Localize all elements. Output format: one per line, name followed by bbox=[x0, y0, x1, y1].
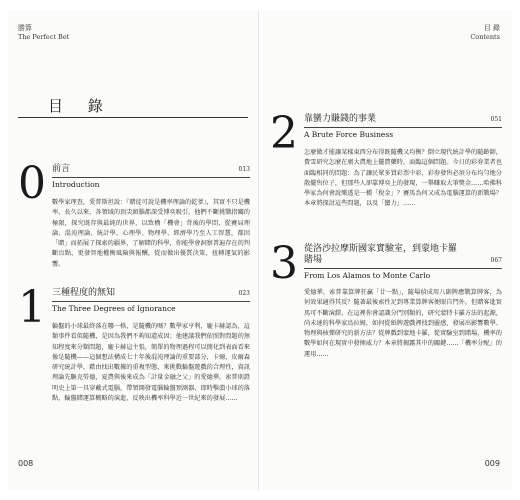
chapter-1[interactable] bbox=[18, 282, 250, 446]
chapter-page: 013 bbox=[238, 166, 250, 173]
chapter-title: 三種程度的無知 bbox=[52, 288, 116, 298]
chapter-page: 051 bbox=[490, 116, 502, 123]
chapter-summary: 數學家理查，愛普斯坦說：『賭徒可說是機率理論的乾爹』，其實不只是機率，長久以來，各領域的頂尖頭腦都深受博奕吸引，他們不斷挑戰指關的極限，探究既存與最純的世界，以致構「機會」背後的學問，從賽局理論、混沌理論、統計學、心理學、物理學、經濟學乃至人工智慧，都因「賭」而拓展了探索的疆界，了解賭的科學，你能學會洞察普遍存在的判斷盲點，更發智地權衡風險與報酬，從而做出優質決策，扭轉運氣的影響。 bbox=[52, 199, 250, 268]
page-number-left: 008 bbox=[18, 459, 34, 468]
chapter-2[interactable] bbox=[270, 108, 502, 240]
chapter-page: 067 bbox=[490, 257, 502, 264]
chapter-subtitle: From Los Alamos to Monte Carlo bbox=[304, 271, 431, 280]
running-header-right bbox=[470, 24, 500, 42]
running-header-left bbox=[18, 24, 69, 42]
header-title-cn: 目 錄 bbox=[483, 24, 500, 32]
chapter-page: 023 bbox=[238, 290, 250, 297]
chapter-number: 2 bbox=[270, 108, 298, 159]
header-title-en: Contents bbox=[470, 33, 500, 41]
chapter-number: 0 bbox=[18, 158, 46, 209]
chapter-title: 從洛沙拉摩斯國家實驗室，到蒙地卡羅賭場 bbox=[304, 244, 458, 265]
chapter-0[interactable] bbox=[18, 158, 250, 272]
chapter-subtitle: A Brute Force Business bbox=[304, 130, 394, 139]
chapter-rule bbox=[304, 268, 502, 269]
chapter-subtitle: The Three Degrees of Ignorance bbox=[52, 304, 176, 313]
left-page bbox=[8, 10, 259, 490]
toc-title: 目 錄 bbox=[48, 97, 113, 115]
toc-title-rule bbox=[18, 117, 248, 118]
chapter-subtitle: Introduction bbox=[52, 180, 100, 189]
chapter-title: 靠蠻力賺錢的事業 bbox=[304, 114, 377, 124]
right-page bbox=[262, 10, 512, 490]
chapter-rule bbox=[52, 177, 250, 178]
chapter-rule bbox=[52, 301, 250, 302]
chapter-summary: 輪盤的小球最終落在哪一格，是隨機的嗎？數學家亨利，龐卡赫認為，這類事件看似隨機，是因為我們不夠知道成因；他建議我們依照對問題的無知程度來分類問題，龐卡赫這主張，簡單的物理過程可以簡化到表面看來像是隨機——這個想法構成七十年後混沌理論的重要部分，卡爾，皮爾森研究統計學，藉由找出數據的重複型態，來挑戰輪盤遊戲的合理性，資訊理論先驅克勞德，夏農與後來成為「計量金融之父」的愛德華，索普則證明史上第一具穿戴式電腦，帶領開發電腦輪盤預測器，即時擊潰小球的落點，輪盤賭運算概略的演進，反映出機率科學近一世紀來的發展…… bbox=[52, 323, 250, 403]
chapter-summary: 怎麼做才能讓某樣東西分布得既隨機又均衡？倒立現代統計學的隨齡師，費雪研究怎麼在廣大農地上擺農藥時，面臨這個問題。今日的彩券業者也面臨相同的問題：為了讓民眾多買彩票中彩，彩券發售必須分布均勻地分散擺售位子，但那些人卻靠博奕上的發現，一舉賺取大筆獎金……哈佛科學家為何會說樂透是一種「稅金」？賽馬為何又成為電腦運算的新戰場？本章將探討這些問題，以及「蠻力」…… bbox=[304, 149, 502, 208]
chapter-number: 3 bbox=[270, 238, 298, 289]
header-title-cn: 勝算 bbox=[18, 24, 32, 32]
page-number-right: 009 bbox=[484, 459, 500, 468]
header-title-en: The Perfect Bet bbox=[18, 33, 70, 41]
chapter-3[interactable] bbox=[270, 238, 502, 422]
chapter-title: 前言 bbox=[52, 164, 71, 174]
chapter-rule bbox=[304, 127, 502, 128]
chapter-summary: 愛德華，索普靠算牌狂贏「廿一點」，隨場偵成用八副牌應戰算牌客，為何效果適得其反？隨著最後索性足到專業算牌客便眼自門外，但賭客進實馬可不斷演繹，在這裡你會認識分門別類的，研究蒙特卡羅方法的起源，尚未達的科學家鳥拉姆，如何從紙牌遊戲裡找到靈感，發展出影響數學、物理與核彈研究的新方法？從牌戲到蒙地卡羅，從實驗室到賭場，機率的數學如何在現實中發揮威力？本章將揭露其中的關鍵……「機率分配」的運用…… bbox=[304, 289, 502, 358]
chapter-number: 1 bbox=[18, 282, 46, 333]
